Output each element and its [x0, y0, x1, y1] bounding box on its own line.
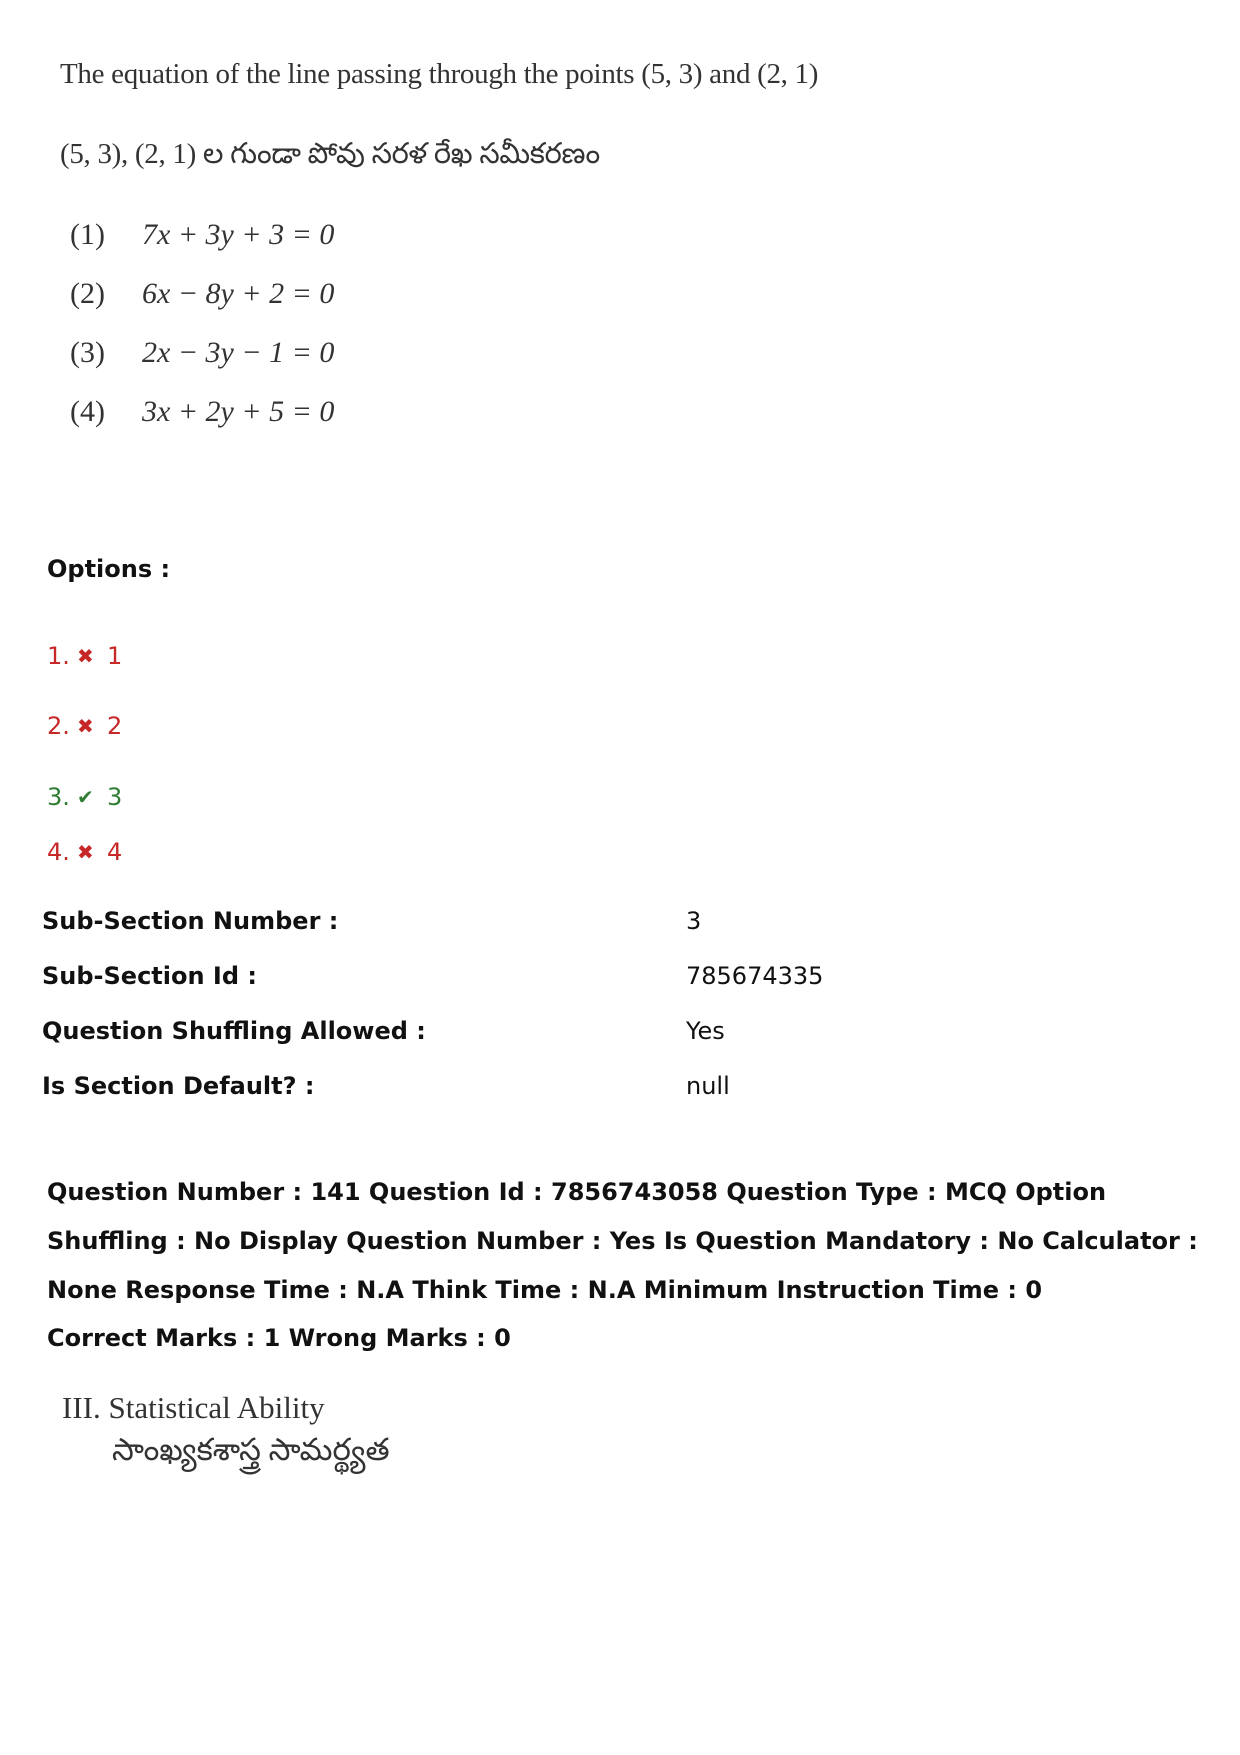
section-title-telugu: సాంఖ్యకశాస్త్ర సామర్థ్యత — [112, 1432, 390, 1467]
meta-value: Yes — [686, 1016, 725, 1045]
question-choice-list — [70, 218, 334, 454]
cross-icon: ✖ — [77, 714, 94, 738]
answer-option — [47, 690, 122, 762]
question-choice — [70, 336, 334, 395]
choice-equation: 6x − 8y + 2 = 0 — [142, 277, 335, 310]
meta-label: Sub-Section Number : — [42, 906, 339, 935]
section-title-english: III. Statistical Ability — [62, 1390, 325, 1425]
question-info-block: Question Number : 141 Question Id : 7856743058 Question Type : MCQ Option Shuffling : No Display Question Number : Yes Is Question Mandatory : No Calculator : None Response Time : N.A Think Time : N.A Minimum Instruction Time : 0 — [47, 1178, 1198, 1304]
meta-label: Is Section Default? : — [42, 1071, 315, 1100]
checkmark-icon: ✔ — [77, 785, 94, 809]
option-index: 1. — [47, 642, 70, 670]
question-choice — [70, 218, 334, 277]
options-heading: Options : — [47, 555, 171, 583]
option-value: 2 — [107, 712, 123, 740]
meta-row — [42, 948, 1142, 1003]
answer-options-list — [47, 622, 122, 872]
option-value: 4 — [107, 838, 123, 866]
marks-line: Correct Marks : 1 Wrong Marks : 0 — [47, 1324, 511, 1352]
meta-value: 3 — [686, 906, 702, 935]
answer-option — [47, 832, 122, 872]
answer-option-correct — [47, 762, 122, 832]
meta-row — [42, 1003, 1142, 1058]
cross-icon: ✖ — [77, 840, 94, 864]
meta-label: Sub-Section Id : — [42, 961, 257, 990]
choice-equation: 2x − 3y − 1 = 0 — [142, 336, 335, 369]
answer-option — [47, 622, 122, 690]
option-value: 1 — [107, 642, 123, 670]
option-index: 2. — [47, 712, 70, 740]
choice-number: (3) — [70, 336, 105, 369]
option-index: 4. — [47, 838, 70, 866]
question-text-telugu: (5, 3), (2, 1) ల గుండా పోవు సరళ రేఖ సమీకరణం — [60, 138, 600, 170]
question-text-english: The equation of the line passing through the points (5, 3) and (2, 1) — [60, 58, 819, 90]
subsection-meta-table — [42, 893, 1142, 1113]
choice-number: (2) — [70, 277, 105, 310]
option-index: 3. — [47, 783, 70, 811]
question-choice — [70, 395, 334, 454]
meta-row — [42, 1058, 1142, 1113]
meta-row — [42, 893, 1142, 948]
meta-value: null — [686, 1071, 730, 1100]
choice-equation: 3x + 2y + 5 = 0 — [142, 395, 335, 428]
question-choice — [70, 277, 334, 336]
choice-number: (4) — [70, 395, 105, 428]
meta-value: 785674335 — [686, 961, 824, 990]
option-value: 3 — [107, 783, 123, 811]
meta-label: Question Shuffling Allowed : — [42, 1016, 426, 1045]
cross-icon: ✖ — [77, 644, 94, 668]
choice-number: (1) — [70, 218, 105, 251]
choice-equation: 7x + 3y + 3 = 0 — [142, 218, 335, 251]
